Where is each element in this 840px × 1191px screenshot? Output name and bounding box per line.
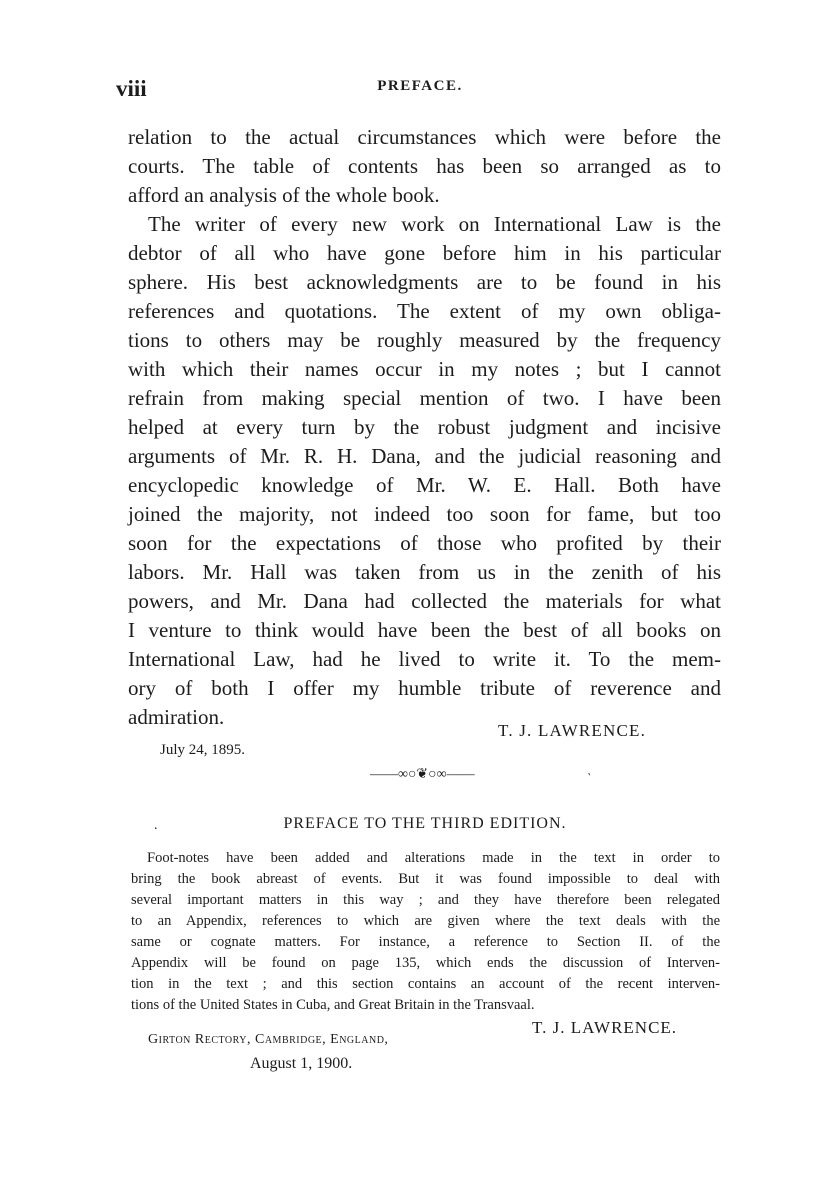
text-line: several important matters in this way ; and they have therefore been relegated [131,892,720,908]
text-line: Appendix will be found on page 135, which ends the discussion of Interven- [131,955,720,971]
text-line: admiration. [128,705,225,729]
text-line: relation to the actual circumstances which were before the [128,125,721,149]
text-line: to an Appendix, references to which are given where the text deals with the [131,913,720,929]
text-line: soon for the expectations of those who profited by their [128,531,721,555]
text-line: labors. Mr. Hall was taken from us in the zenith of his [128,560,721,584]
date: August 1, 1900. [250,1055,353,1072]
signature: T. J. LAWRENCE. [498,721,647,740]
text-line: tions of the United States in Cuba, and Great Britain in the Transvaal. [131,997,535,1013]
text-line: I venture to think would have been the best of all books on [128,618,721,642]
text-line: ory of both I offer my humble tribute of reverence and [128,676,721,700]
ink-dot: . [154,818,158,833]
text-line: same or cognate matters. For instance, a reference to Section II. of the [131,934,720,950]
text-line: courts. The table of contents has been so arranged as to [128,154,721,178]
text-line: helped at every turn by the robust judgment and incisive [128,415,721,439]
text-line: Foot-notes have been added and alterations made in the text in order to [147,850,720,866]
text-line: bring the book abreast of events. But it was found impossible to deal with [131,871,720,887]
text-line: debtor of all who have gone before him in his particular [128,241,721,265]
text-line: sphere. His best acknowledgments are to be found in his [128,270,721,294]
text-line: afford an analysis of the whole book. [128,183,440,207]
ink-speck: ˺ [587,770,591,784]
ornament-divider: ——∞○❦○∞—— [370,767,475,782]
page-number: viii [116,76,147,101]
date: July 24, 1895. [160,742,246,758]
text-line: refrain from making special mention of two. I have been [128,386,721,410]
address: Girton Rectory, Cambridge, England, [148,1032,389,1047]
text-line: powers, and Mr. Dana had collected the materials for what [128,589,721,613]
text-line: arguments of Mr. R. H. Dana, and the judicial reasoning and [128,444,721,468]
text-line: encyclopedic knowledge of Mr. W. E. Hall. Both have [128,473,721,497]
running-head: PREFACE. [377,78,463,94]
text-line: with which their names occur in my notes ; but I cannot [128,357,721,381]
text-line: tion in the text ; and this section contains an account of the recent interven- [131,976,720,992]
section-heading: PREFACE TO THE THIRD EDITION. [283,815,567,832]
text-line: International Law, had he lived to write it. To the mem- [128,647,721,671]
text-line: The writer of every new work on International Law is the [148,212,721,236]
text-line: tions to others may be roughly measured by the frequency [128,328,721,352]
signature: T. J. LAWRENCE. [532,1018,678,1037]
text-line: joined the majority, not indeed too soon for fame, but too [128,502,721,526]
text-line: references and quotations. The extent of my own obliga- [128,299,721,323]
